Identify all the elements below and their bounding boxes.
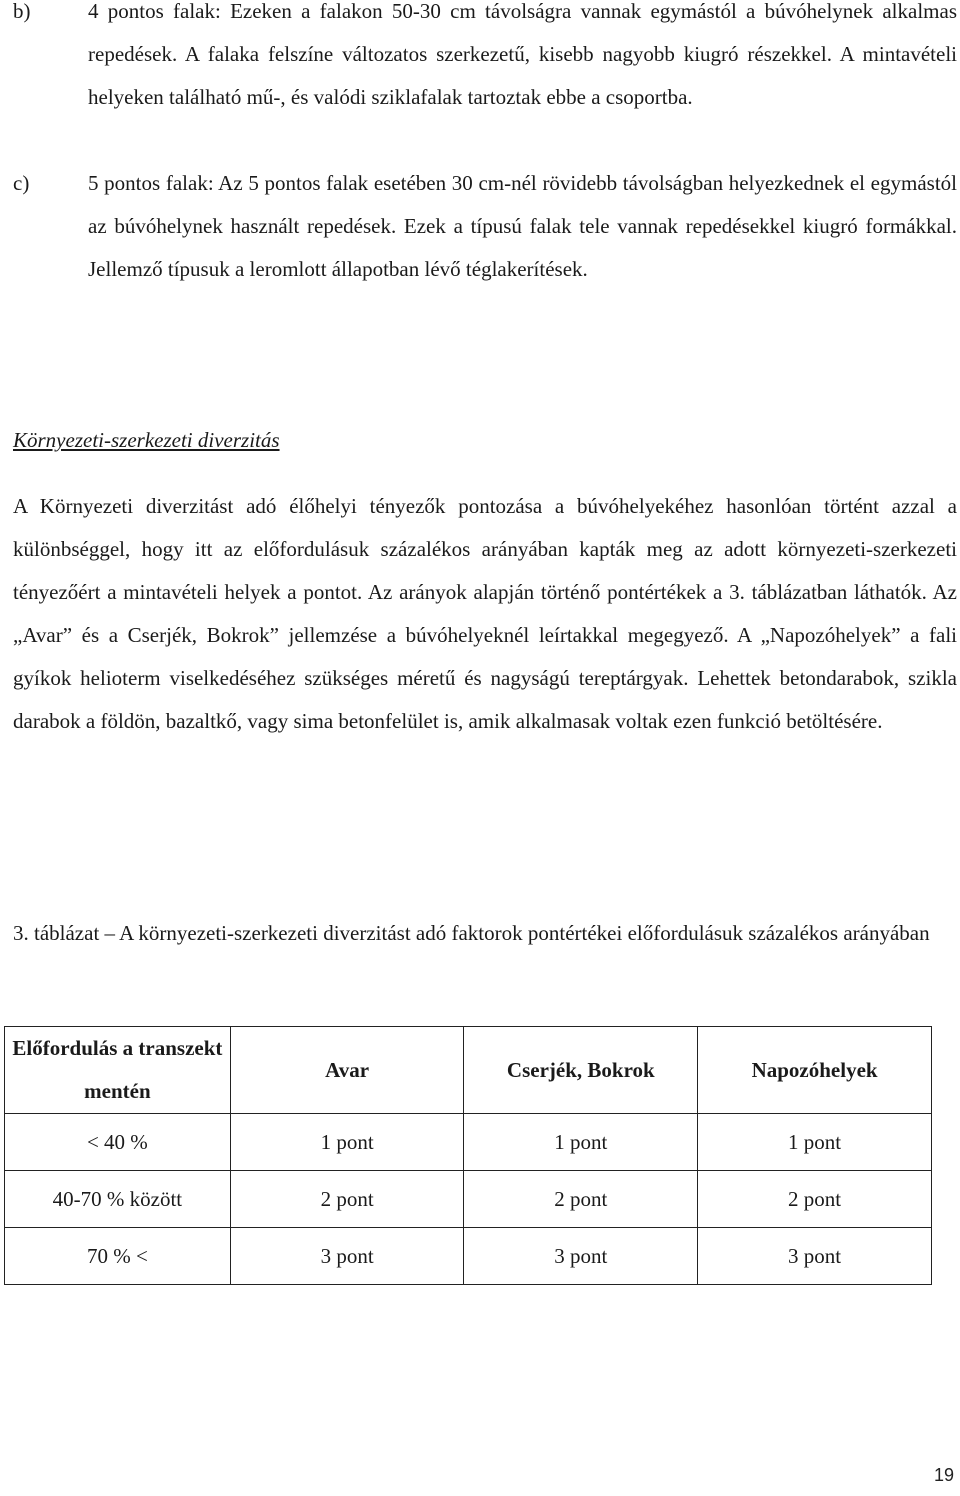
table-header-row xyxy=(5,1027,932,1114)
table-cell: 1 pont xyxy=(464,1114,698,1171)
table-cell: < 40 % xyxy=(5,1114,231,1171)
header-avar: Avar xyxy=(230,1027,464,1114)
header-occurrence: Előfordulás a transzekt mentén xyxy=(5,1027,231,1114)
list-item-label: c) xyxy=(13,171,30,195)
table-cell: 2 pont xyxy=(464,1171,698,1228)
scoring-table xyxy=(4,1026,932,1285)
table-cell: 40-70 % között xyxy=(5,1171,231,1228)
table-cell: 70 % < xyxy=(5,1228,231,1285)
table-cell: 3 pont xyxy=(464,1228,698,1285)
table-cell: 3 pont xyxy=(230,1228,464,1285)
table-cell: 3 pont xyxy=(698,1228,932,1285)
list-item-text: 5 pontos falak: Az 5 pontos falak esetében 30 cm-nél rövidebb távolságban helyezkednek el egymástól az búvóhelynek használt repedések. Ezek a típusú falak tele vannak repedésekkel kiugró formákkal. Jellemző típusuk a leromlott állapotban lévő téglakerítések. xyxy=(88,171,957,281)
table-row xyxy=(5,1114,932,1171)
header-napozohelyek: Napozóhelyek xyxy=(698,1027,932,1114)
table-row xyxy=(5,1171,932,1228)
table-cell: 2 pont xyxy=(698,1171,932,1228)
section-heading: Környezeti-szerkezeti diverzitás xyxy=(13,428,280,452)
table-cell: 2 pont xyxy=(230,1171,464,1228)
header-cserjek-bokrok: Cserjék, Bokrok xyxy=(464,1027,698,1114)
list-item-label: b) xyxy=(13,0,31,23)
list-item-text: 4 pontos falak: Ezeken a falakon 50-30 cm távolságra vannak egymástól a búvóhelynek alkalmas repedések. A falaka felszíne változatos szerkezetű, kisebb nagyobb kiugró részekkel. A mintavételi helyeken található mű-, és valódi sziklafalak tartoztak ebbe a csoportba. xyxy=(88,0,957,109)
section-paragraph: A Környezeti diverzitást adó élőhelyi tényezők pontozása a búvóhelyekéhez hasonlóan történt azzal a különbséggel, hogy itt az előfordulásuk százalékos arányában kapták meg az adott környezeti-szerkezeti tényezőért a mintavételi helyek a pontot. Az arányok alapján történő pontértékek a 3. táblázatban láthatók. Az „Avar” és a Cserjék, Bokrok” jellemzése a búvóhelyeknél leírtakkal megegyező. A „Napozóhelyek” a fali gyíkok helioterm viselkedéséhez szükséges méretű és nagyságú tereptárgyak. Lehettek betondarabok, szikla darabok a földön, bazaltkő, vagy sima betonfelület is, amik alkalmasak voltak ezen funkció betöltésére. xyxy=(13,494,957,733)
table-cell: 1 pont xyxy=(230,1114,464,1171)
list-item-b xyxy=(13,0,957,119)
table-cell: 1 pont xyxy=(698,1114,932,1171)
page-number: 19 xyxy=(933,1465,954,1485)
table-row xyxy=(5,1228,932,1285)
list-item-c xyxy=(13,162,957,291)
table-caption: 3. táblázat – A környezeti-szerkezeti diverzitást adó faktorok pontértékei előfordulásuk százalékos arányában xyxy=(13,921,930,945)
